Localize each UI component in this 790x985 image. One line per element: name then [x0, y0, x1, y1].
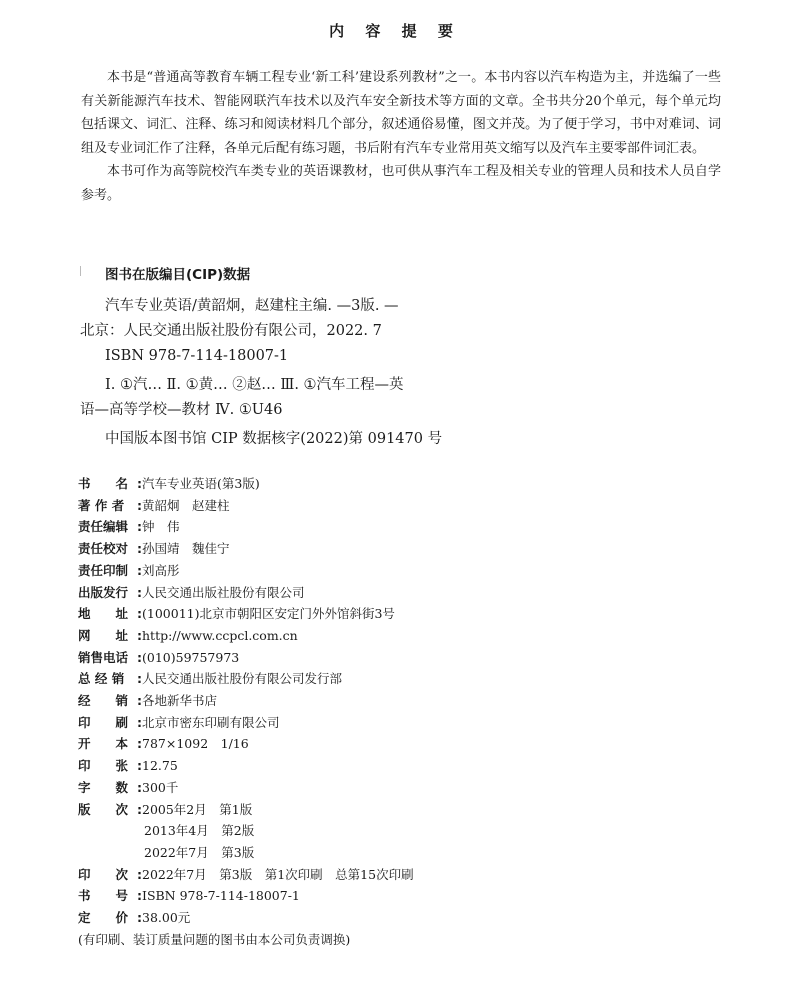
colophon-row-book-number	[78, 885, 738, 907]
colophon	[78, 473, 738, 950]
colophon-value: 787×1092 1/16	[142, 736, 249, 752]
colophon-value: 黄韶炯 赵建柱	[142, 497, 230, 513]
colophon-row-distributor	[78, 690, 738, 712]
colophon-row-proofreader	[78, 538, 738, 560]
colophon-label: 印 次 :	[78, 866, 142, 882]
colophon-row-editor	[78, 516, 738, 538]
colophon-label: 印 张 :	[78, 758, 142, 774]
colophon-value: ISBN 978-7-114-18007-1	[142, 888, 300, 904]
summary-paragraph: 本书可作为高等院校汽车类专业的英语课教材，也可供从事汽车工程及相关专业的管理人员和技术人员自学参考。	[81, 164, 721, 203]
colophon-label: 地 址 :	[78, 606, 142, 622]
colophon-label: 书 名 :	[78, 476, 142, 491]
cip-data-block	[80, 294, 700, 452]
margin-mark	[80, 266, 84, 276]
colophon-row-edition	[78, 799, 738, 821]
colophon-row-word-count	[78, 777, 738, 799]
colophon-value: 汽车专业英语(第3版)	[142, 476, 260, 491]
summary-paragraph: 本书是“普通高等教育车辆工程专业‘新工科’建设系列教材”之一。本书内容以汽车构造为主，并选编了一些有关新能源汽车技术、智能网联汽车技术以及汽车安全新技术等方面的文章。全书共分20个单元，每个单元均包括课文、词汇、注释、练习和阅读材料几个部分，叙述通俗易懂，图文并茂。为了便于学习，书中对难词、词组及专业词汇作了注释，各单元后配有练习题，书后附有汽车专业常用英文缩写以及汽车主要零部件词汇表。	[81, 70, 721, 156]
colophon-label: 书 号 :	[78, 888, 142, 904]
colophon-label: 责任印制 :	[78, 562, 142, 578]
colophon-value: 38.00元	[142, 910, 191, 926]
colophon-row-publisher	[78, 582, 738, 604]
colophon-label: 总 经 销 :	[78, 671, 142, 687]
colophon-label: 字 数 :	[78, 779, 142, 795]
cip-heading: 图书在版编目(CIP)数据	[105, 267, 251, 283]
colophon-value: 300千	[142, 779, 179, 795]
colophon-row-author	[78, 495, 738, 517]
cip-line-isbn: ISBN 978-7-114-18007-1	[105, 348, 289, 364]
colophon-row-title	[78, 473, 738, 495]
colophon-row-printer	[78, 712, 738, 734]
colophon-label: 开 本 :	[78, 736, 142, 752]
colophon-row-printing	[78, 864, 738, 886]
colophon-row-general-distributor	[78, 668, 738, 690]
colophon-label: 印 刷 :	[78, 714, 142, 730]
colophon-value: 刘高彤	[142, 562, 180, 578]
colophon-row-print-supervisor	[78, 560, 738, 582]
colophon-value: 2013年4月 第2版	[144, 823, 255, 839]
colophon-value: 2022年7月 第3版 第1次印刷 总第15次印刷	[142, 866, 414, 882]
colophon-label: 版 次 :	[78, 801, 142, 817]
cip-line-record-number: 中国版本图书馆 CIP 数据核字(2022)第 091470 号	[105, 431, 443, 447]
colophon-row-address	[78, 603, 738, 625]
cip-line-classification-cont: 语—高等学校—教材 Ⅳ. ①U46	[80, 402, 283, 418]
colophon-value: 12.75	[142, 758, 178, 774]
colophon-value: http://www.ccpcl.com.cn	[142, 627, 298, 643]
cip-line-publisher: 北京：人民交通出版社股份有限公司，2022. 7	[80, 323, 382, 339]
colophon-row-price	[78, 907, 738, 929]
colophon-label: 责任校对 :	[78, 541, 142, 557]
colophon-label: 出版发行 :	[78, 584, 142, 600]
colophon-label: 责任编辑 :	[78, 519, 142, 535]
colophon-value: 各地新华书店	[142, 693, 218, 709]
colophon-row-format	[78, 733, 738, 755]
quality-footnote: (有印刷、装订质量问题的图书由本公司负责调换)	[78, 931, 351, 947]
colophon-value: 孙国靖 魏佳宁	[142, 541, 230, 557]
colophon-label: 经 销 :	[78, 693, 142, 709]
page-title: 内 容 提 要	[329, 22, 461, 40]
colophon-value: 2005年2月 第1版	[142, 801, 253, 817]
colophon-label: 网 址 :	[78, 627, 142, 643]
cip-line-classification: Ⅰ. ①汽… Ⅱ. ①黄… ②赵… Ⅲ. ①汽车工程—英	[105, 377, 404, 393]
cip-line-title: 汽车专业英语/黄韶炯，赵建柱主编. —3版. —	[105, 298, 399, 314]
colophon-value: 钟 伟	[142, 519, 180, 535]
colophon-row-edition-extra	[78, 820, 738, 842]
colophon-label: 定 价 :	[78, 910, 142, 926]
colophon-value: 人民交通出版社股份有限公司	[142, 584, 305, 600]
colophon-row-sales-phone	[78, 647, 738, 669]
colophon-label: 著 作 者 :	[78, 497, 142, 513]
colophon-value: (100011)北京市朝阳区安定门外外馆斜街3号	[142, 606, 395, 622]
colophon-value: 2022年7月 第3版	[144, 844, 255, 860]
colophon-row-website	[78, 625, 738, 647]
colophon-value: 人民交通出版社股份有限公司发行部	[142, 671, 343, 687]
colophon-value: (010)59757973	[142, 649, 240, 665]
colophon-row-sheets	[78, 755, 738, 777]
colophon-value: 北京市密东印刷有限公司	[142, 714, 280, 730]
summary-section	[81, 66, 721, 207]
colophon-row-edition-extra	[78, 842, 738, 864]
colophon-label: 销售电话 :	[78, 649, 142, 665]
